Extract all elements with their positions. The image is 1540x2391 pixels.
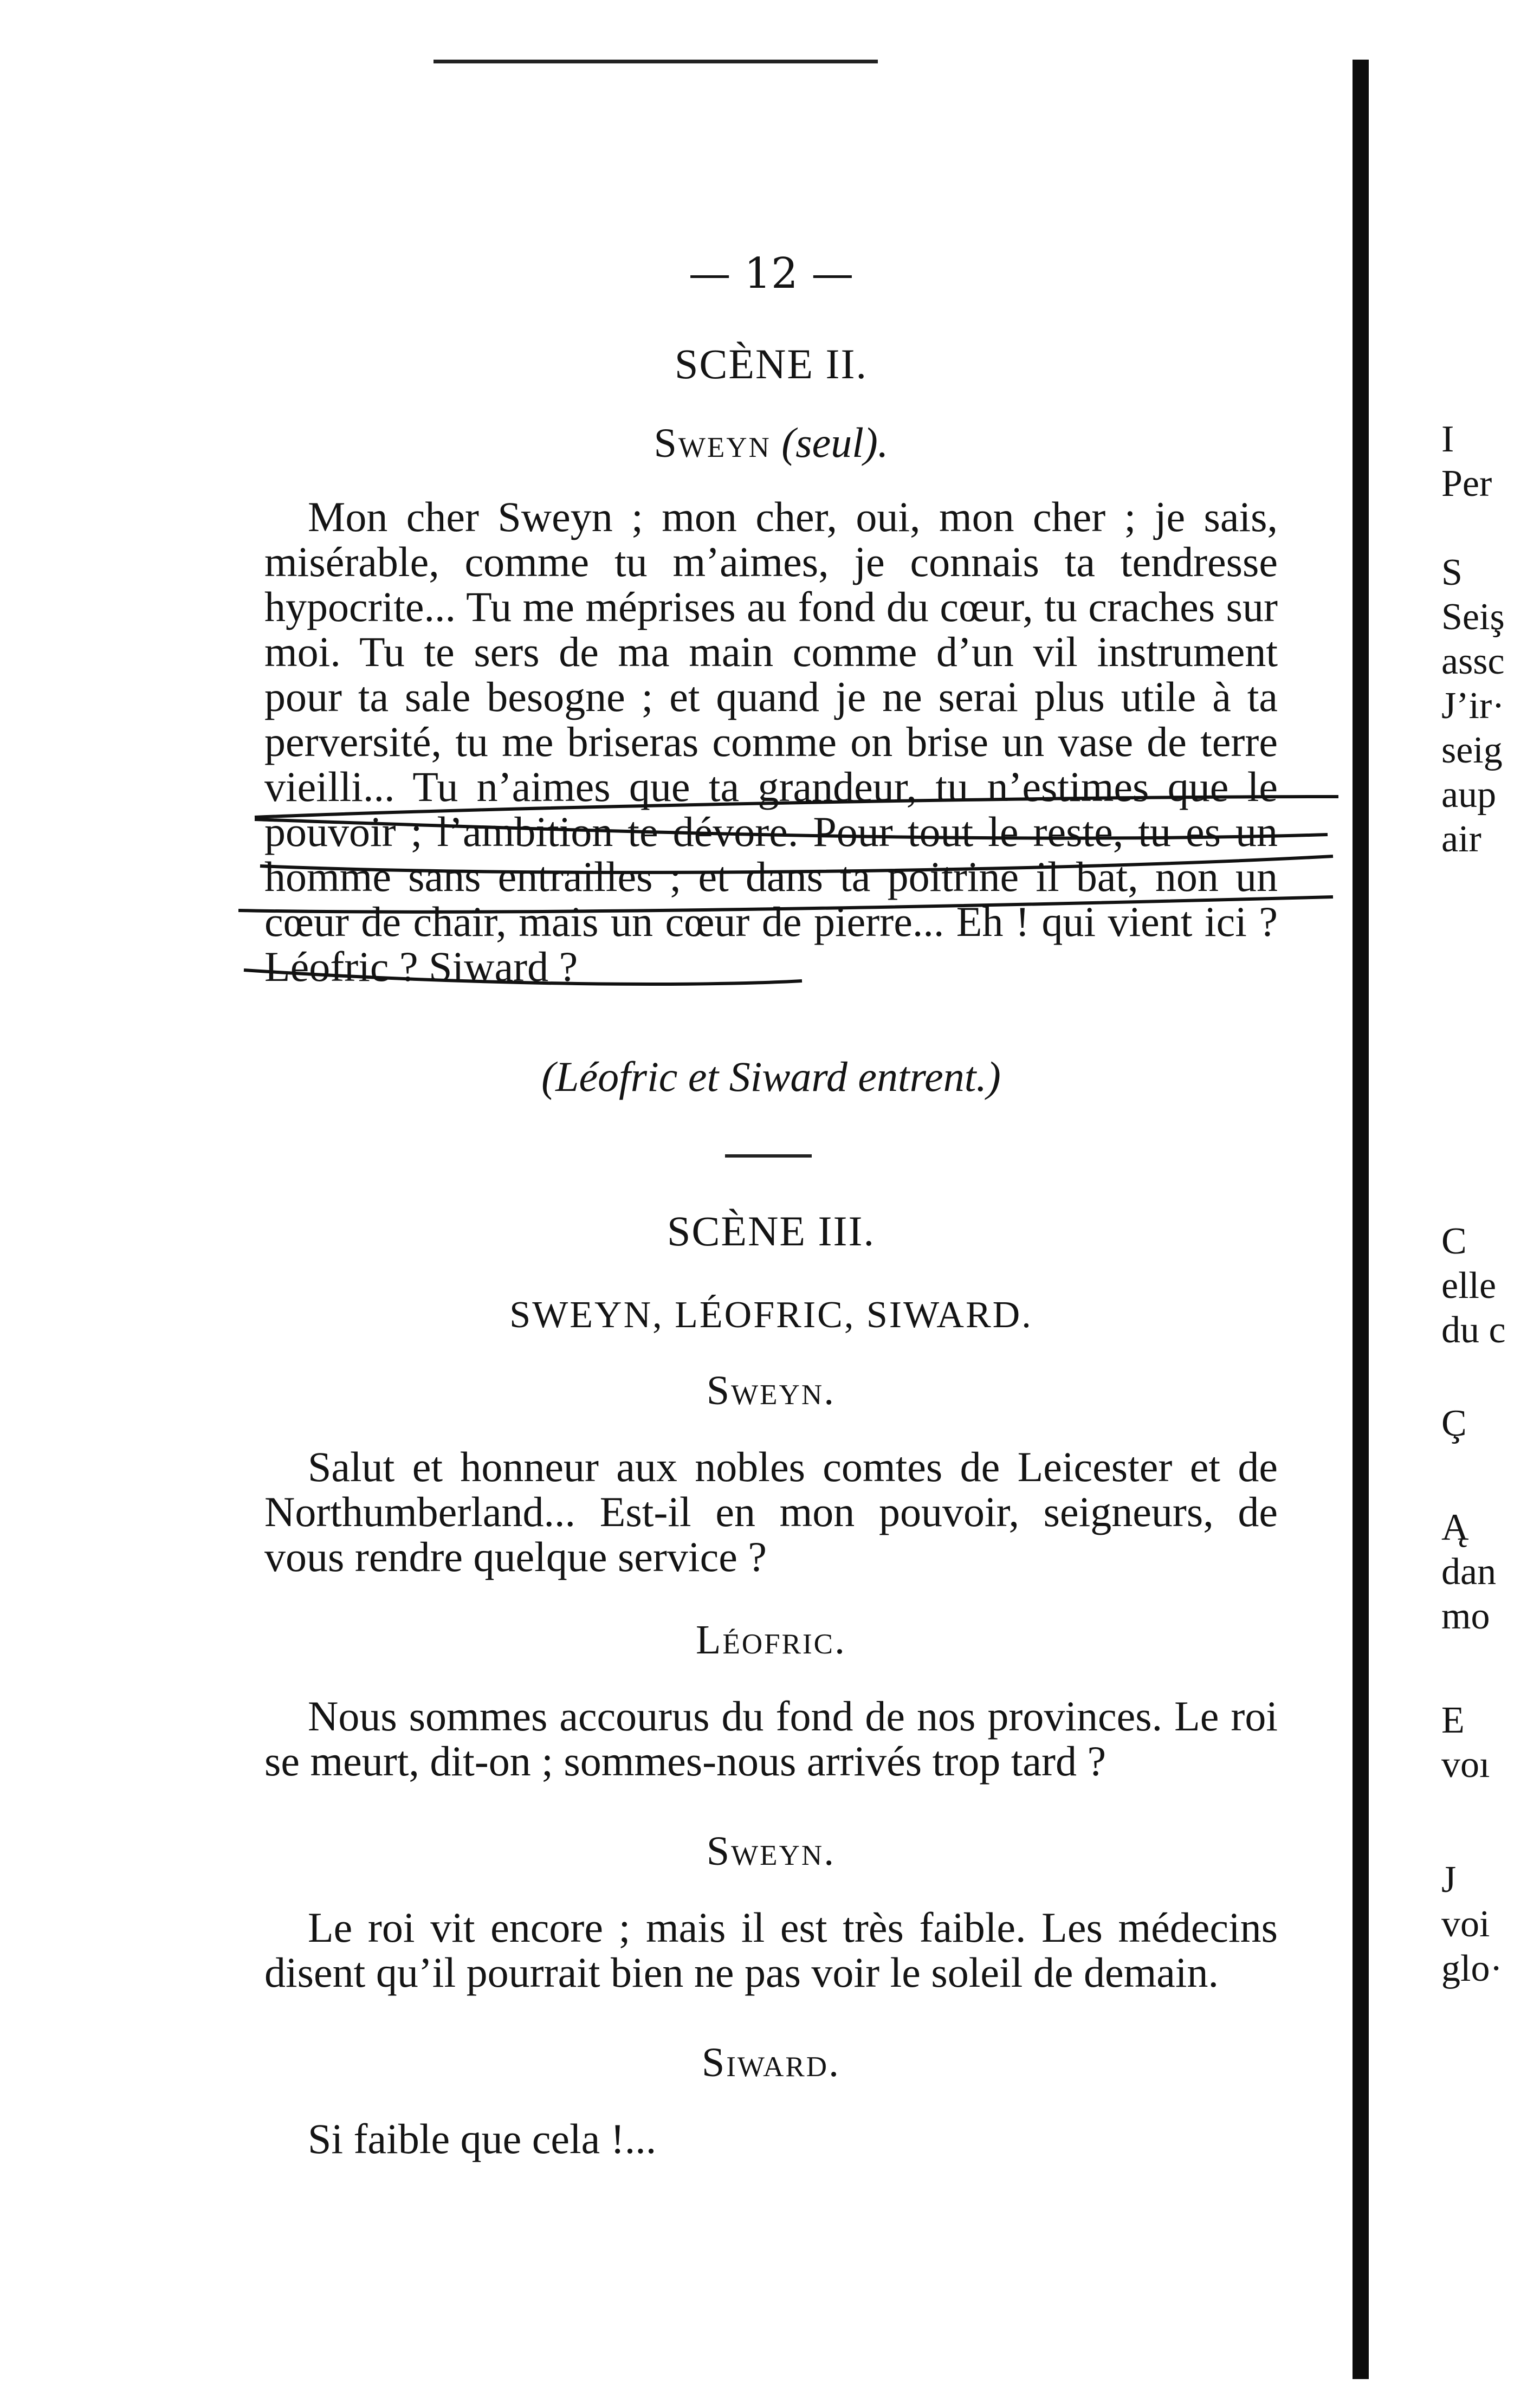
margin-line: assc bbox=[1441, 641, 1505, 682]
dialogue-speaker-1: Sweyn. bbox=[706, 1368, 836, 1413]
margin-line: voi bbox=[1441, 1903, 1490, 1945]
page-number: — 12 — bbox=[688, 249, 854, 298]
scene-3-characters: SWEYN, LÉOFRIC, SIWARD. bbox=[509, 1294, 1033, 1336]
margin-line: Per bbox=[1441, 463, 1492, 505]
margin-line: aup bbox=[1441, 774, 1497, 816]
margin-line: J’ir· bbox=[1441, 685, 1505, 727]
dialogue-text-4: Si faible que cela !... bbox=[308, 2115, 657, 2162]
margin-line: Ç bbox=[1441, 1403, 1467, 1444]
margin-line: voı bbox=[1441, 1744, 1490, 1786]
margin-line: C bbox=[1441, 1220, 1467, 1262]
margin-line: I bbox=[1441, 418, 1454, 460]
margin-line: elle bbox=[1441, 1265, 1497, 1307]
margin-line: air bbox=[1441, 818, 1481, 860]
scene-2-title: SCÈNE II. bbox=[675, 340, 868, 387]
margin-line: seig bbox=[1441, 729, 1503, 771]
margin-line: mo bbox=[1441, 1595, 1490, 1637]
margin-line: glo· bbox=[1441, 1948, 1503, 1989]
sweyn-monologue: Mon cher Sweyn ; mon cher, oui, mon cher ; je sais, misérable, comme tu m’aimes, je connais ta tendresse hypocrite... Tu me méprises au fond du cœur, tu craches sur moi. Tu te sers de ma main comme d’un vil instrument pour ta sale besogne ; et quand je ne serai plus utile à ta perversité, tu me briseras comme on brise un vase de terre vieilli... Tu n’aimes que ta grandeur, tu n’estimes que le pouvoir ; l’ambition te dévore. Pour tout le reste, tu es un homme sans entrailles ; et dans ta poitrine il bat, non un cœur de chair, mais un cœur de pierre... Eh ! qui vient ici ? Léofric ? Siward ? bbox=[264, 493, 1278, 990]
dialogue-text-1: Salut et honneur aux nobles comtes de Leicester et de Northumberland... Est-il en mon pouvoir, seigneurs, de vous rendre quelque service ? bbox=[264, 1443, 1278, 1580]
stage-direction: (Léofric et Siward entrent.) bbox=[541, 1053, 1001, 1100]
margin-line bbox=[1441, 506, 1540, 551]
margin-line: Seiş bbox=[1441, 596, 1505, 638]
margin-line: dan bbox=[1441, 1551, 1497, 1593]
scene-3-title: SCÈNE III. bbox=[667, 1207, 875, 1255]
dialogue-text-2: Nous sommes accourus du fond de nos provinces. Le roi se meurt, dit-on ; sommes-nous arrivés trop tard ? bbox=[264, 1692, 1278, 1785]
facing-page-margin bbox=[1441, 417, 1540, 1991]
scene-2-speaker: Sweyn bbox=[653, 421, 771, 466]
margin-line: J bbox=[1441, 1859, 1457, 1901]
margin-line: E bbox=[1441, 1699, 1465, 1741]
margin-line: Ą bbox=[1441, 1507, 1469, 1548]
dialogue-text-3: Le roi vit encore ; mais il est très faible. Les médecins disent qu’il pourrait bien ne pas voir le soleil de demain. bbox=[264, 1904, 1278, 1996]
scene-2-speaker-line bbox=[264, 420, 1278, 466]
dialogue-speaker-2: Léofric. bbox=[696, 1617, 846, 1663]
dialogue-speaker-4: Siward. bbox=[702, 2040, 840, 2085]
binding-gutter bbox=[1353, 60, 1369, 2379]
margin-line: S bbox=[1441, 552, 1463, 593]
scene-2-speaker-note: (seul). bbox=[781, 419, 889, 466]
margin-line: du c bbox=[1441, 1309, 1506, 1351]
top-rule bbox=[433, 60, 878, 63]
dialogue-speaker-3: Sweyn. bbox=[706, 1828, 836, 1874]
scene-separator-rule bbox=[725, 1154, 812, 1158]
